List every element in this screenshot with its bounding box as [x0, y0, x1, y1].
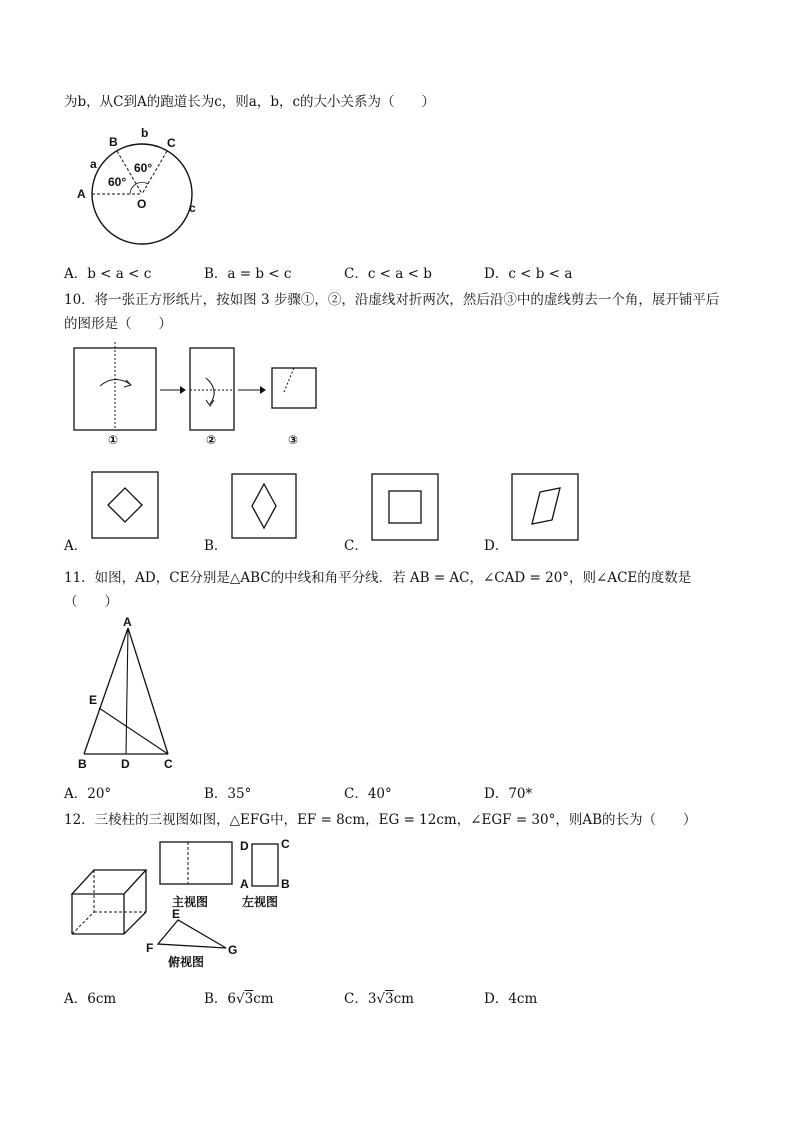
label-B: B	[281, 877, 290, 891]
label-E: E	[89, 693, 98, 707]
q12-front-view	[156, 838, 236, 912]
q12-left-view	[238, 836, 298, 912]
q12-option-b-prefix: B．6	[204, 991, 237, 1007]
q11-stem-line1: 11．如图，AD，CE分别是△ABC的中线和角平分线．若 AB = AC，∠CAD = 20°，则∠ACE的度数是	[64, 570, 692, 586]
q12-top-view	[142, 906, 246, 970]
label-D: D	[121, 757, 130, 771]
left-view-label: 左视图	[242, 895, 279, 909]
q12-option-c-radicand: 3	[385, 991, 394, 1007]
label-angle-BOC: 60°	[134, 161, 153, 175]
label-angle-AOB: 60°	[108, 175, 127, 189]
label-b: b	[141, 126, 149, 140]
q12-stem: 12．三棱柱的三视图如图，△EFG中，EF = 8cm，EG = 12cm，∠EGF = 30°，则AB的长为（ ）	[64, 812, 697, 828]
q10-folding-steps	[70, 340, 340, 450]
label-A: A	[77, 187, 86, 201]
q10-option-b[interactable]: B．	[204, 538, 228, 554]
q11-triangle-figure	[72, 614, 192, 774]
label-c: c	[189, 201, 196, 215]
q12-option-c[interactable]	[344, 987, 414, 1007]
q9-option-c[interactable]: C．c < a < b	[344, 266, 432, 282]
step2-rect	[190, 348, 234, 430]
q10-option-b-figure[interactable]	[230, 472, 298, 540]
q10-stem-line2: 的图形是（ ）	[64, 316, 172, 332]
q11-option-c[interactable]: C．40°	[344, 786, 392, 802]
q12-prism-figure	[68, 862, 152, 942]
step3-label: ③	[288, 433, 299, 447]
q11-option-b[interactable]: B．35°	[204, 786, 252, 802]
label-E: E	[172, 907, 181, 921]
label-C: C	[164, 757, 173, 771]
bisector-CE	[99, 708, 168, 754]
label-O: O	[137, 197, 147, 211]
median-AD	[126, 628, 128, 754]
sqrt-icon: √	[376, 991, 386, 1007]
label-B: B	[109, 135, 118, 149]
q11-option-d[interactable]: D．70*	[484, 786, 533, 802]
q10-option-d-figure[interactable]	[510, 472, 580, 542]
step1-square	[74, 348, 156, 430]
side-AB	[84, 628, 128, 754]
step3-square	[272, 368, 316, 408]
q9-stem: 为b，从C到A的跑道长为c，则a，b，c的大小关系为（ ）	[64, 94, 436, 110]
q12-option-b[interactable]	[204, 987, 274, 1007]
q11-option-a[interactable]: A．20°	[64, 786, 112, 802]
q12-option-b-radicand: 3	[244, 991, 254, 1007]
q10-option-c-figure[interactable]	[370, 472, 440, 542]
label-C: C	[167, 136, 176, 150]
q9-option-a[interactable]: A．b < a < c	[64, 266, 152, 282]
sqrt-icon: √	[236, 991, 245, 1007]
q12-option-b-unit: cm	[253, 991, 274, 1007]
q12-option-c-unit: cm	[393, 991, 414, 1007]
label-a: a	[90, 157, 97, 171]
q10-option-d[interactable]: D．	[484, 538, 509, 554]
label-B: B	[78, 757, 87, 771]
q10-option-a[interactable]: A．	[64, 538, 88, 554]
label-D: D	[240, 839, 249, 853]
q10-option-a-figure[interactable]	[90, 470, 160, 540]
q12-option-d[interactable]: D．4cm	[484, 991, 538, 1007]
step1-label: ①	[108, 433, 119, 447]
q9-option-d[interactable]: D．c < b < a	[484, 266, 573, 282]
top-view-label: 俯视图	[168, 955, 205, 969]
label-A: A	[240, 877, 249, 891]
label-C: C	[281, 837, 290, 851]
label-F: F	[146, 941, 154, 955]
q10-option-c[interactable]: C．	[344, 538, 368, 554]
side-AC	[128, 628, 168, 754]
q11-stem-line2: （ ）	[64, 594, 118, 610]
q12-option-a[interactable]: A．6cm	[64, 991, 117, 1007]
step2-label: ②	[206, 433, 217, 447]
q9-circle-figure	[72, 124, 222, 248]
label-G: G	[228, 943, 238, 957]
q12-option-c-prefix: C．3	[344, 991, 377, 1007]
label-A: A	[123, 615, 132, 629]
front-view-label: 主视图	[172, 895, 209, 909]
q10-stem-line1: 10．将一张正方形纸片，按如图 3 步骤①，②，沿虚线对折两次，然后沿③中的虚线剪去一个角，展开铺平后	[64, 292, 720, 308]
q9-option-b[interactable]: B．a = b < c	[204, 266, 292, 282]
